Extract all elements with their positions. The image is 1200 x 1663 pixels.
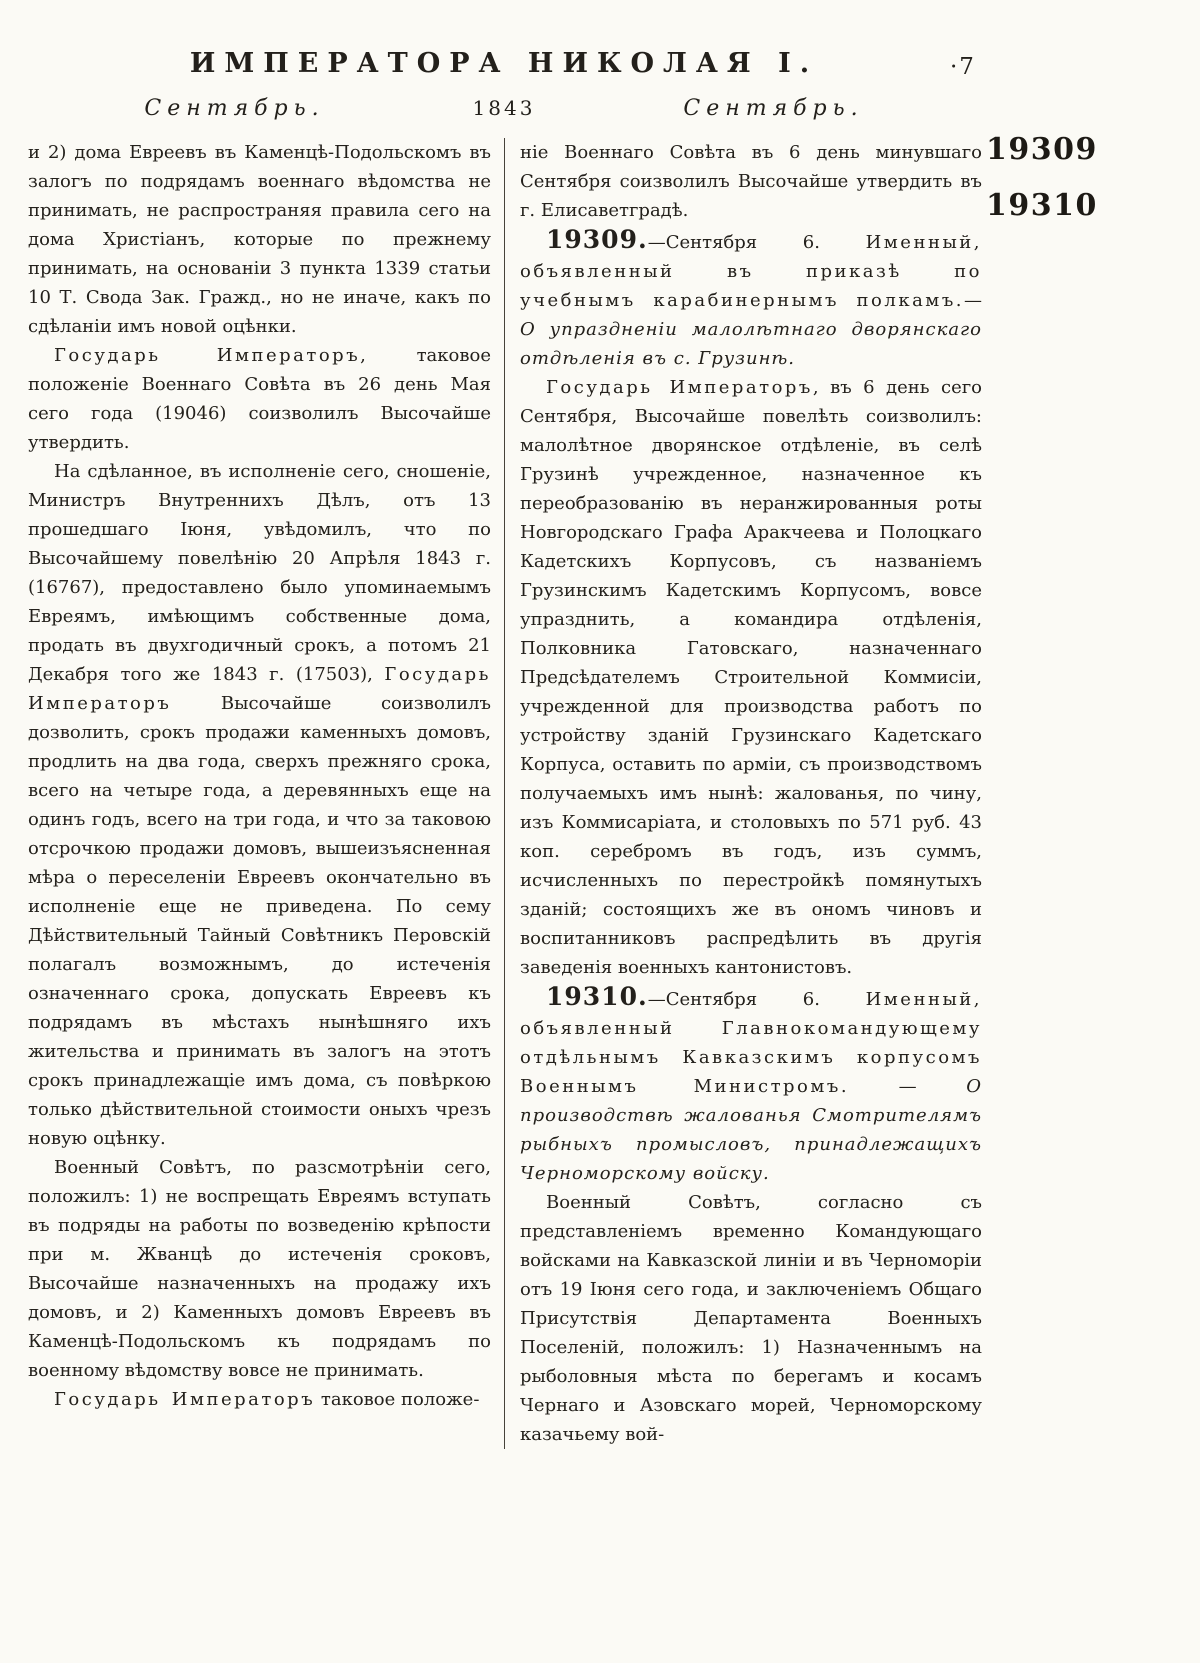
margin-numbers [986,132,1106,244]
paragraph [28,457,491,1153]
text-segment: О упраздненіи малолѣтнаго дворянскаго отдѣленія въ с. Грузинѣ. [520,319,982,369]
text-segment: Военный Совѣтъ, согласно съ представленіемъ временно Командующаго войсками на Кавказской линіи и въ Черноморіи отъ 19 Іюня сего года, и заключеніемъ Общаго Присутствія Департамента Военныхъ Поселеній, положилъ: 1) Назначеннымъ на рыболовныя мѣста по берегамъ и косамъ Чернаго и Азовскаго морей, Черноморскому казачьему вой- [520,1192,982,1445]
paragraph [28,341,491,457]
margin-entry-number: 19309 [986,132,1098,167]
text-segment: Государь Императоръ [54,1389,316,1410]
text-segment: Государь Императоръ [28,664,491,714]
text-segment: Именный, объявленный Главнокомандующему отдѣльнымъ Кавказскимъ корпусомъ Военнымъ Министромъ. [520,989,982,1097]
text-segment: На сдѣланное, въ исполненіе сего, сношеніе, Министръ Внутреннихъ Дѣлъ, отъ 13 прошедшаго Іюня, увѣдомилъ, что по Высочайшему повелѣнію 20 Апрѣля 1843 г. (16767), предоставлено было упоминаемымъ Евреямъ, имѣющимъ собственные дома, продать въ двухгодичный срокъ, а потомъ 21 Декабря того же 1843 г. (17503), [28,461,491,685]
text-segment: —Сентября 6. [647,232,866,253]
paragraph [520,138,982,225]
text-segment: , таковое положеніе Военнаго Совѣта въ 26 день Мая сего года (19046) соизволилъ Высочайше утвердить. [28,345,491,453]
paragraph [28,1153,491,1385]
text-columns [28,138,982,1449]
paragraph [28,138,491,341]
text-segment: 19310. [546,982,648,1011]
margin-entry-number: 19310 [986,188,1098,223]
text-segment: Именный, объявленный въ приказѣ по учебнымъ карабинернымъ полкамъ. [520,232,982,311]
paragraph [520,982,982,1188]
text-segment: Государь Императоръ [54,345,361,366]
left-column [28,138,505,1449]
right-column [505,138,982,1449]
text-segment: и 2) дома Евреевъ въ Каменцѣ-Подольскомъ въ залогъ по подрядамъ военнаго вѣдомства не принимать, не распространяя правила сего на дома Христіанъ, которые по прежнему принимать, на основаніи 3 пункта 1339 статьи 10 Т. Свода Зак. Гражд., но не иначе, какъ по сдѣланіи имъ новой оцѣнки. [28,142,491,337]
text-segment: О производствѣ жалованья Смотрителямъ рыбныхъ промысловъ, принадлежащихъ Черноморскому войску. [520,1076,982,1184]
page-number: ·7 [950,54,976,80]
running-title: ИМПЕРАТОРА НИКОЛАЯ I. [189,48,819,79]
text-segment: таковое положе- [315,1389,480,1410]
paragraph [520,1188,982,1449]
month-label-right: Сентябрь. [683,96,864,121]
text-segment: Государь Императоръ [546,377,813,398]
paragraph [520,225,982,373]
text-segment: — [849,1076,967,1097]
text-segment: , въ 6 день сего Сентября, Высочайше повелѣть соизволилъ: малолѣтное дворянское отдѣленіе, въ селѣ Грузинѣ учрежденное, назначенное къ переобразованію въ неранжированныя роты Новгородскаго Графа Аракчеева и Полоцкаго Кадетскихъ Корпусовъ, съ названіемъ Грузинскимъ Кадетскимъ Корпусомъ, вовсе упразднить, а командира отдѣленія, Полковника Гатовскаго, назначеннаго Предсѣдателемъ Строительной Коммисіи, учрежденной для производства работъ по устройству зданій Грузинскаго Кадетскаго Корпуса, оставить по арміи, съ производствомъ получаемыхъ имъ нынѣ: жалованья, по чину, изъ Коммисаріата, и столовыхъ по 571 руб. 43 коп. серебромъ въ годъ, изъ суммъ, исчисленныхъ по перестройкѣ помянутыхъ зданій; состоящихъ же въ ономъ чиновъ и воспитанниковъ распредѣлить въ другія заведенія военныхъ кантонистовъ. [520,377,982,978]
text-segment: Военный Совѣтъ, по разсмотрѣніи сего, положилъ: 1) не воспрещать Евреямъ вступать въ подряды на работы по возведенію крѣпости при м. Жванцѣ до истеченія сроковъ, Высочайше назначенныхъ на продажу ихъ домовъ, и 2) Каменныхъ домовъ Евреевъ въ Каменцѣ-Подольскомъ къ подрядамъ по военному вѣдомству вовсе не принимать. [28,1157,491,1381]
paragraph [520,373,982,982]
year-label: 1843 [472,96,536,120]
text-segment: Высочайше соизволилъ дозволить, срокъ продажи каменныхъ домовъ, продлить на два года, сверхъ прежняго срока, всего на четыре года, а деревянныхъ еще на одинъ годъ, всего на три года, и что за таковою отсрочкою продажи домовъ, вышеизъясненная мѣра о переселеніи Евреевъ окончательно въ исполненіе еще не приведена. По сему Дѣйствительный Тайный Совѣтникъ Перовскій полагалъ возможнымъ, до истеченія означеннаго срока, допускать Евреевъ къ подрядамъ въ мѣстахъ нынѣшняго ихъ жительства и принимать въ залогъ на этотъ срокъ принадлежащіе имъ дома, съ повѣркою только дѣйствительной стоимости оныхъ чрезъ новую оцѣнку. [28,693,491,1149]
month-label-left: Сентябрь. [144,96,325,121]
text-segment: ніе Военнаго Совѣта въ 6 день минувшаго Сентября соизволилъ Высочайше утвердить въ г. Елисаветградѣ. [520,142,982,221]
text-segment: —Сентября 6. [647,989,866,1010]
text-segment: 19309. [546,225,648,254]
date-row [30,96,978,121]
paragraph [28,1385,491,1414]
text-segment: — [964,290,982,311]
